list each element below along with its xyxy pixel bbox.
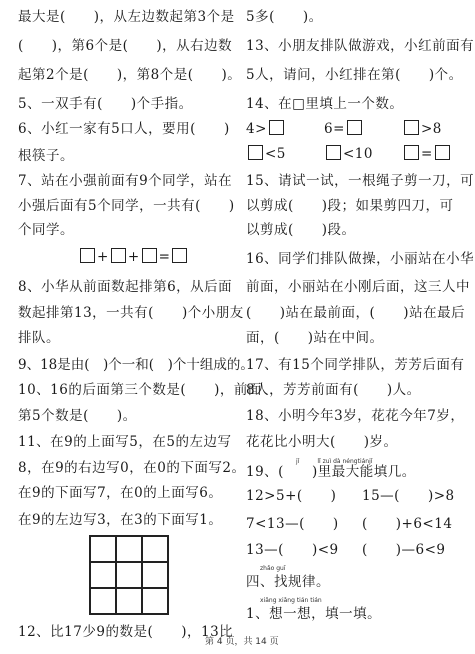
text-line: 根筷子。 xyxy=(18,148,74,164)
answer-box[interactable] xyxy=(404,120,419,135)
compare-row xyxy=(324,120,364,138)
grid-cell[interactable] xyxy=(142,562,168,588)
question-18: 18、小明今年3岁，花花今年7岁， xyxy=(246,408,465,424)
grid-cell[interactable] xyxy=(142,536,168,562)
question-11: 11、在9的上面写5，在5的左边写 xyxy=(18,434,232,450)
text-line: 排队。 xyxy=(18,330,60,346)
compare-row xyxy=(324,145,373,163)
plus-sign: + xyxy=(97,249,109,265)
equals-sign: = xyxy=(421,146,433,162)
question-15: 15、请试一试，一根绳子剪一刀，可 xyxy=(246,173,475,189)
text-line: 5人，请问，小红排在第( )个。 xyxy=(246,67,463,83)
grid-cell[interactable] xyxy=(116,562,142,588)
sub-question: 1、想一想，填一填。 xyxy=(246,606,382,622)
question-7: 7、站在小强前面有9个同学，站在 xyxy=(18,173,233,189)
three-by-three-grid xyxy=(89,535,169,615)
text-line: 最大是( )，从左边数起第3个是 xyxy=(18,9,235,25)
question-6: 6、小红一家有5口人，要用( ) xyxy=(18,121,230,137)
question-12: 12、比17少9的数是( )，13比 xyxy=(18,624,234,640)
inequality: 12>5+( ) xyxy=(246,488,337,504)
plus-sign: + xyxy=(127,249,140,265)
text-line: 8，在9的右边写0，在0的下面写2。 xyxy=(18,460,246,476)
compare-right: <10 xyxy=(343,146,373,162)
text-line: ( )站在最前面，( )站在最后 xyxy=(246,305,466,321)
answer-box[interactable] xyxy=(80,248,95,263)
inequality: 15—( )>8 xyxy=(362,488,455,504)
text-line: 第5个数是( )。 xyxy=(18,408,137,424)
inequality: 7<13—( ) xyxy=(246,516,339,532)
answer-box[interactable] xyxy=(248,145,263,160)
question-10: 10、16的后面第三个数是( )，前面 xyxy=(18,382,262,398)
compare-row xyxy=(246,145,286,163)
question-8: 8、小华从前面数起排第6，从后面 xyxy=(18,279,233,295)
answer-box[interactable] xyxy=(435,145,450,160)
text-line: 以剪成( )段；如果剪四刀，可 xyxy=(246,198,454,214)
box-equation xyxy=(78,248,189,266)
compare-row xyxy=(246,120,286,138)
compare-row xyxy=(402,120,442,138)
answer-box[interactable] xyxy=(142,248,157,263)
question-9: 9、18是由( )个一和( )个十组成的。 xyxy=(18,357,254,373)
section-heading: 四、找规律。 xyxy=(246,574,330,590)
answer-box[interactable] xyxy=(269,120,284,135)
text-line: 在9的下面写7，在0的上面写6。 xyxy=(18,485,223,501)
pinyin-annotation: jǐ lǐ zuì dà néngtiánjǐ xyxy=(296,458,373,465)
pinyin-annotation: xiǎng xiǎng tián tián xyxy=(260,597,322,604)
text-line: 花花比小明大( )岁。 xyxy=(246,434,398,450)
text-line: 起第2个是( )，第8个是( )。 xyxy=(18,67,242,83)
text-line: 5多( )。 xyxy=(246,9,323,25)
compare-left: 4> xyxy=(246,121,267,137)
answer-box[interactable] xyxy=(404,145,419,160)
question-13: 13、小朋友排队做游戏，小红前面有 xyxy=(246,38,475,54)
answer-box[interactable] xyxy=(111,248,126,263)
grid-cell[interactable] xyxy=(116,536,142,562)
text-line: 以剪成( )段。 xyxy=(246,222,356,238)
inequality: ( )—6<9 xyxy=(362,542,446,558)
text-line: ( )，第6个是( )，从右边数 xyxy=(18,38,233,54)
compare-left: 6= xyxy=(324,121,345,137)
compare-right: <5 xyxy=(265,146,286,162)
pinyin-annotation: zhǎo guī xyxy=(260,565,286,572)
compare-row xyxy=(402,145,452,163)
question-5: 5、一双手有( )个手指。 xyxy=(18,96,193,112)
question-19: 19、( )里最大能填几。 xyxy=(246,464,416,480)
text-line: 小强后面有5个同学，一共有( ) xyxy=(18,198,235,214)
grid-cell[interactable] xyxy=(116,588,142,614)
question-16: 16、同学们排队做操，小丽站在小华 xyxy=(246,251,475,267)
text-line: 数起排第13，一共有( )个小朋友 xyxy=(18,305,244,321)
grid-cell[interactable] xyxy=(90,536,116,562)
answer-box[interactable] xyxy=(347,120,362,135)
text-line: 个同学。 xyxy=(18,222,74,238)
answer-box[interactable] xyxy=(172,248,187,263)
inequality: 13—( )<9 xyxy=(246,542,339,558)
page-footer: 第 4 页，共 14 页 xyxy=(205,637,279,647)
grid-cell[interactable] xyxy=(90,588,116,614)
text-line: 8人，芳芳前面有( )人。 xyxy=(246,382,421,398)
text-line: 前面，小丽站在小刚后面，这三人中 xyxy=(246,279,470,295)
inequality: ( )+6<14 xyxy=(362,516,453,532)
answer-box[interactable] xyxy=(326,145,341,160)
question-17: 17、有15个同学排队，芳芳后面有 xyxy=(246,357,465,373)
equals-sign: = xyxy=(158,249,171,265)
text-line: 在9的左边写3，在3的下面写1。 xyxy=(18,512,223,528)
grid-cell[interactable] xyxy=(142,588,168,614)
text-line: 面，( )站在中间。 xyxy=(246,330,384,346)
question-14: 14、在□里填上一个数。 xyxy=(246,96,404,112)
grid-cell[interactable] xyxy=(90,562,116,588)
compare-right: >8 xyxy=(421,121,442,137)
